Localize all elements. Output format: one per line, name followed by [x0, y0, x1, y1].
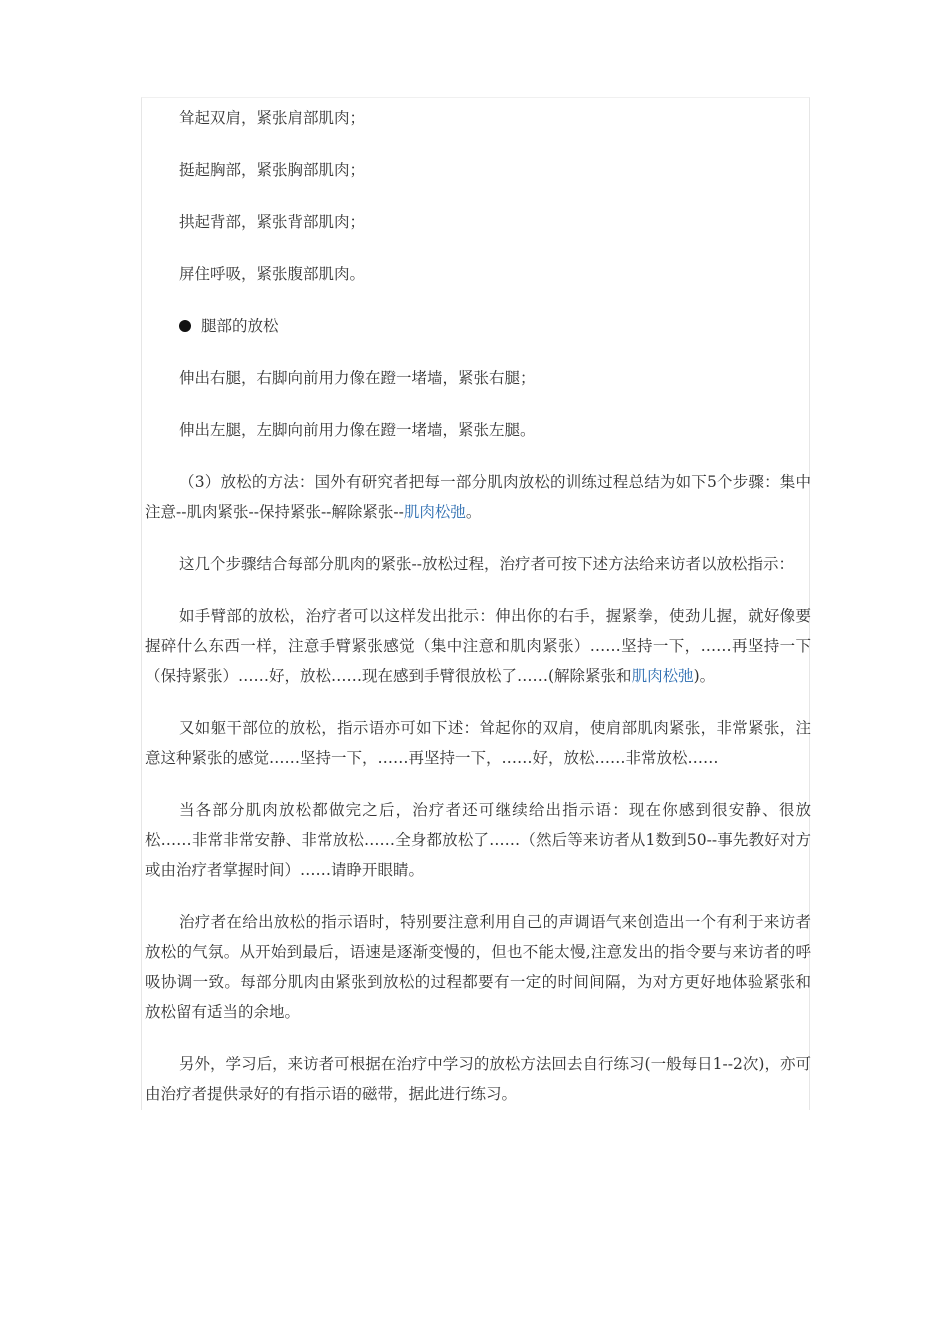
- muscle-relax-link[interactable]: 肌肉松弛: [631, 667, 694, 685]
- paragraph-tail: )。: [693, 667, 716, 685]
- muscle-relax-link[interactable]: 肌肉松弛: [403, 503, 466, 521]
- paragraph-text: （3）放松的方法：国外有研究者把每一部分肌肉放松的训练过程总结为如下5个步骤：集中注意--肌肉紧张--保持紧张--解除紧张--: [145, 473, 811, 521]
- paragraph-text: 如手臂部的放松，治疗者可以这样发出批示：伸出你的右手，握紧拳，使劲儿握，就好像要握碎什么东西一样，注意手臂紧张感觉（集中注意和肌肉紧张）……坚持一下，……再坚持一下（保持紧张）……好，放松……现在感到手臂很放松了……(解除紧张和: [145, 607, 811, 685]
- paragraph-steps: 这几个步骤结合每部分肌肉的紧张--放松过程，治疗者可按下述方法给来访者以放松指示：: [179, 555, 794, 573]
- text-line: 伸出左腿，左脚向前用力像在蹬一堵墙，紧张左腿。: [179, 421, 536, 439]
- bullet-dot-icon: [179, 320, 191, 332]
- text-line: 屏住呼吸，紧张腹部肌肉。: [179, 265, 366, 283]
- paragraph-practice: 另外，学习后，来访者可根据在治疗中学习的放松方法回去自行练习(一般每日1--2次)，亦可由治疗者提供录好的有指示语的磁带，据此进行练习。: [145, 1055, 811, 1103]
- text-line: 伸出右腿，右脚向前用力像在蹬一堵墙，紧张右腿；: [179, 369, 536, 387]
- bullet-heading-text: 腿部的放松: [201, 317, 279, 335]
- text-line: 耸起双肩，紧张肩部肌肉；: [179, 109, 366, 127]
- text-line: 挺起胸部，紧张胸部肌肉；: [179, 161, 366, 179]
- paragraph-all-relax: 当各部分肌肉放松都做完之后，治疗者还可继续给出指示语：现在你感到很安静、很放松……非常非常安静、非常放松……全身都放松了……（然后等来访者从1数到50--事先教好对方或由治疗者掌握时间）……请睁开眼睛。: [145, 801, 811, 879]
- paragraph-trunk: 又如躯干部位的放松，指示语亦可如下述：耸起你的双肩，使肩部肌肉紧张，非常紧张，注意这种紧张的感觉……坚持一下，……再坚持一下，……好，放松……非常放松……: [145, 719, 811, 767]
- article-body: [145, 103, 811, 1131]
- paragraph-voice: 治疗者在给出放松的指示语时，特别要注意利用自己的声调语气来创造出一个有利于来访者放松的气氛。从开始到最后，语速是逐渐变慢的，但也不能太慢,注意发出的指令要与来访者的呼吸协调一致。每部分肌肉由紧张到放松的过程都要有一定的时间间隔，为对方更好地体验紧张和放松留有适当的余地。: [145, 913, 811, 1021]
- paragraph-tail: 。: [465, 503, 482, 521]
- bullet-heading: [145, 311, 811, 341]
- paragraph-arm: [145, 601, 811, 691]
- paragraph-method: [145, 467, 811, 527]
- text-line: 拱起背部，紧张背部肌肉；: [179, 213, 366, 231]
